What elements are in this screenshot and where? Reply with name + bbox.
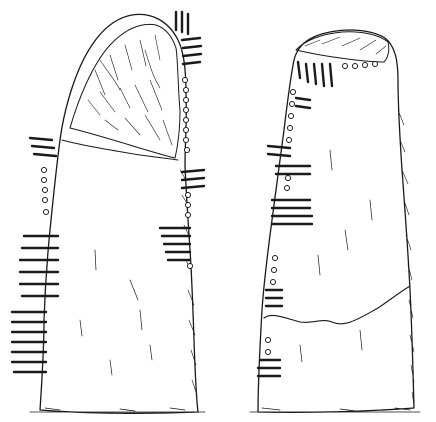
left-ogham-notches-top [176,12,201,64]
right-stone-fracture [264,286,410,324]
left-ogham-notches-right-edge [160,170,204,260]
left-ogham-notches-left-edge [12,138,58,372]
left-stone-fracture [62,140,178,160]
right-stone-top [296,32,389,62]
right-ogham-dots-top [343,62,378,69]
right-ogham-dots-left-edge [266,90,296,355]
right-stone-view [250,30,420,412]
right-surface-marks [300,150,372,362]
left-stone-head-face [70,24,180,158]
right-ogham-notches-left-edge [258,98,312,376]
right-stone-outline [258,30,414,412]
left-ogham-dots-left-edge [42,168,49,215]
right-top-hatching [305,37,386,54]
left-stone-outline [40,14,198,413]
right-ogham-notches-top [298,62,332,86]
left-surface-marks [80,250,152,375]
left-head-hatching [88,35,172,145]
left-stone-view [12,12,205,413]
